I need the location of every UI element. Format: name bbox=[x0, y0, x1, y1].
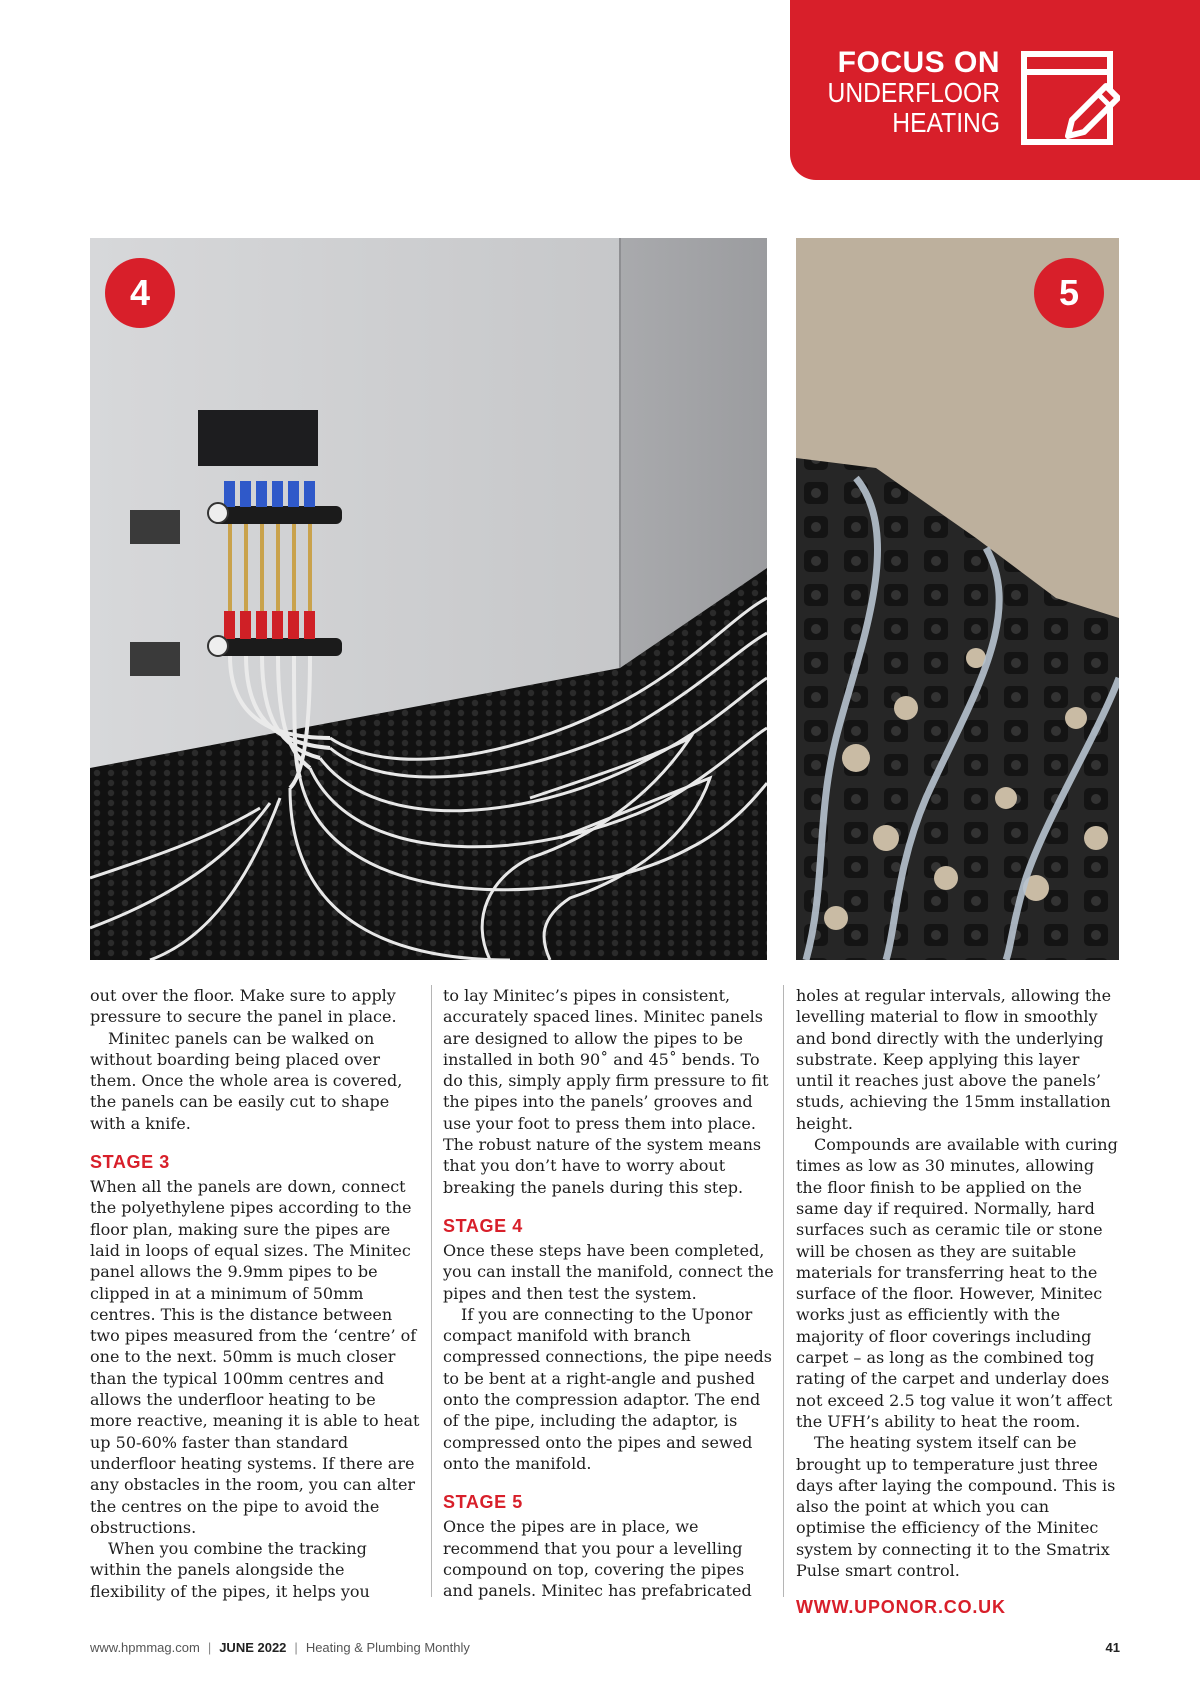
column-divider-2 bbox=[783, 985, 784, 1597]
paragraph: The heating system itself can be brought up to temperature just three days after laying the compound. This is also the point at which you can optimise the efficiency of the Minitec system by connecting it to the Smatrix Pulse smart control. bbox=[796, 1433, 1116, 1581]
paragraph: If you are connecting to the Uponor compact manifold with branch compressed connections, the pipe needs to be bent at a right-angle and pushed onto the compression adaptor. The end of the pipe, including the adaptor, is compressed onto the pipes and sewed onto the manifold. bbox=[443, 1304, 772, 1473]
focus-title bbox=[804, 48, 1000, 138]
page-number: 41 bbox=[1105, 1640, 1120, 1655]
paragraph: holes at regular intervals, allowing the levelling material to flow in smoothly and bond directly with the underlying substrate. Keep applying this layer until it reaches just above the panels’ studs, achieving the 15mm installation height. bbox=[796, 986, 1112, 1133]
photo-levelling-compound bbox=[796, 238, 1119, 960]
topic-line-1: UNDERFLOOR bbox=[827, 77, 1000, 108]
paragraph: out over the floor. Make sure to apply pressure to secure the panel in place. bbox=[90, 986, 397, 1027]
paragraph: Compounds are available with curing times as low as 30 minutes, allowing the floor finish to be applied on the same day if required. Normally, hard surfaces such as ceramic tile or stone will be chosen as they are suitable materials for transferring heat to the surface of the floor. However, Minitec works just as efficiently with the majority of floor coverings including carpet – as long as the combined tog rating of the carpet and underlay does not exceed 2.5 tog value it won’t affect the UFH’s ability to heat the room. bbox=[796, 1135, 1118, 1431]
column-divider-1 bbox=[431, 985, 432, 1597]
text-column-3 bbox=[796, 985, 1120, 1619]
step-badge-4: 4 bbox=[105, 258, 175, 328]
focus-on-tab bbox=[790, 0, 1200, 180]
paragraph: Once these steps have been completed, you can install the manifold, connect the pipes and then test the system. bbox=[443, 1240, 774, 1303]
compound-illustration bbox=[796, 238, 1119, 960]
paragraph: to lay Minitec’s pipes in consistent, accurately spaced lines. Minitec panels are designed to allow the pipes to be installed in both 90˚ and 45˚ bends. To do this, simply apply firm pressure to fit the pipes into the panels’ grooves and use your foot to press them into place. The robust nature of the system means that you don’t have to worry about breaking the panels during this step. bbox=[443, 986, 769, 1197]
document-edit-icon bbox=[1020, 50, 1120, 150]
text-column-2 bbox=[443, 985, 777, 1601]
paragraph: When all the panels are down, connect the polyethylene pipes according to the floor plan, making sure the pipes are laid in loops of equal sizes. The Minitec panel allows the 9.9mm pipes to be clipped in at a minimum of 50mm centres. This is the distance between two pipes measured from the ‘centre’ of one to the next. 50mm is much closer than the typical 100mm centres and allows the underfloor heating to be more reactive, meaning it is able to heat up 50-60% faster than standard underfloor heating systems. If there are any obstacles in the room, you can alter the centres on the pipe to avoid the obstructions. bbox=[90, 1177, 420, 1537]
manifold-illustration bbox=[90, 238, 767, 960]
website-link[interactable]: WWW.UPONOR.CO.UK bbox=[796, 1597, 1006, 1618]
footer-date: JUNE 2022 bbox=[219, 1640, 287, 1655]
footer-publication: Heating & Plumbing Monthly bbox=[305, 1640, 470, 1655]
paragraph: Minitec panels can be walked on without boarding being placed over them. Once the whole area is covered, the panels can be easily cut to shape with a knife. bbox=[90, 1028, 403, 1133]
heading-stage-3: STAGE 3 bbox=[90, 1152, 170, 1173]
focus-label: FOCUS ON bbox=[837, 46, 1000, 79]
footer-separator: | bbox=[294, 1640, 298, 1655]
paragraph: When you combine the tracking within the panels alongside the flexibility of the pipes, it helps you bbox=[90, 1539, 370, 1601]
page-footer bbox=[90, 1640, 1120, 1655]
footer-separator: | bbox=[207, 1640, 212, 1655]
text-column-1 bbox=[90, 985, 422, 1602]
photo-manifold-install bbox=[90, 238, 767, 960]
topic-line-2: HEATING bbox=[892, 107, 1000, 138]
step-badge-5: 5 bbox=[1034, 258, 1104, 328]
footer-site-link[interactable]: www.hpmmag.com bbox=[90, 1640, 200, 1655]
heading-stage-4: STAGE 4 bbox=[443, 1215, 523, 1236]
paragraph: Once the pipes are in place, we recommend that you pour a levelling compound on top, covering the pipes and panels. Minitec has prefabricated bbox=[443, 1517, 752, 1601]
heading-stage-5: STAGE 5 bbox=[443, 1492, 523, 1513]
